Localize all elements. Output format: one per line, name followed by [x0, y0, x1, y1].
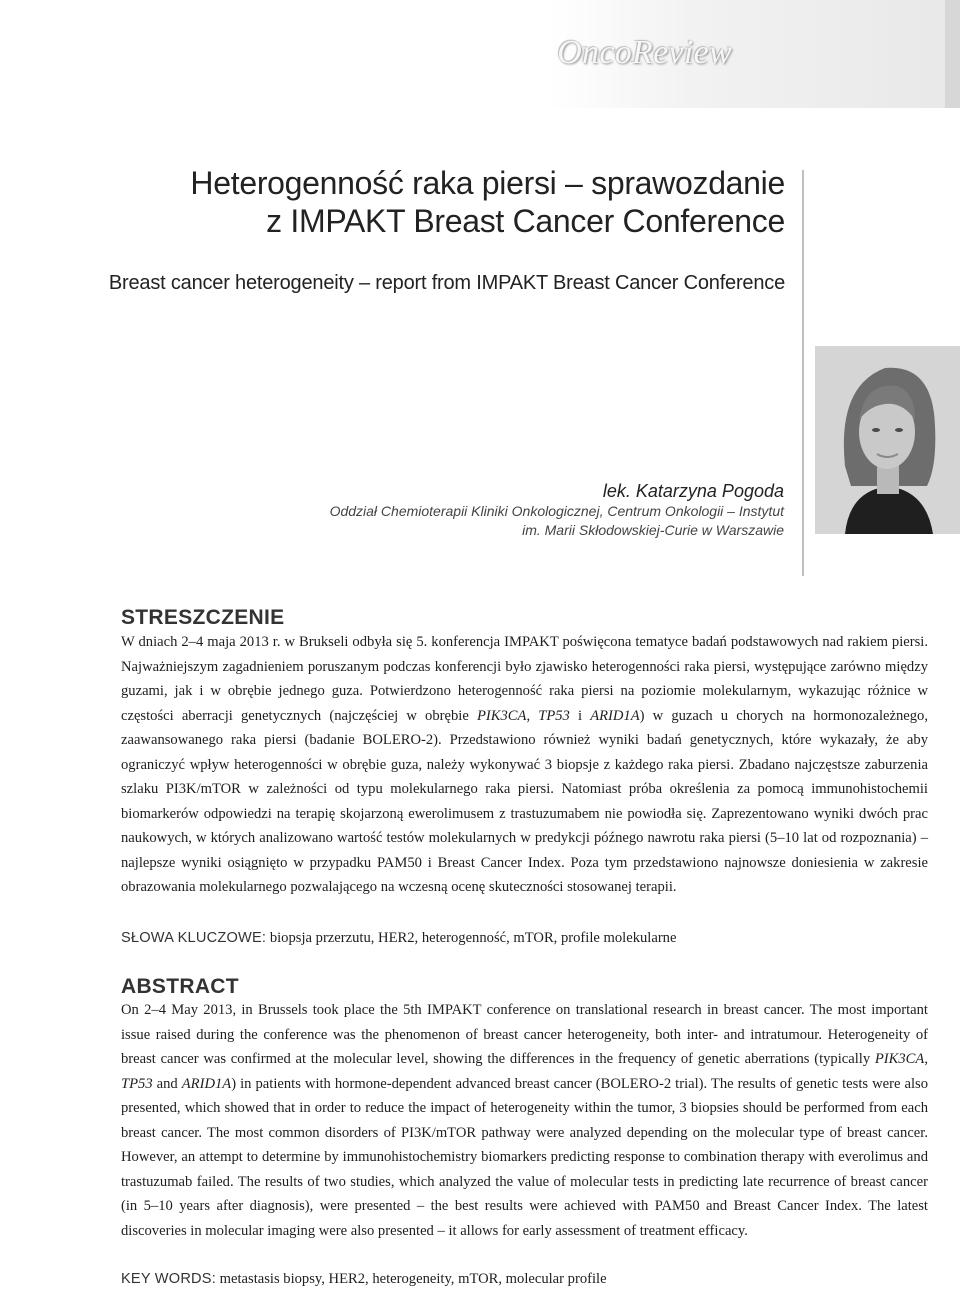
gene-pik3ca: PIK3CA	[476, 707, 527, 724]
gene-separator: ,	[924, 1051, 928, 1067]
abstract-heading: ABSTRACT	[121, 975, 239, 998]
title-line-2: z IMPAKT Breast Cancer Conference	[266, 203, 785, 239]
key-words-list: metastasis biopsy, HER2, heterogeneity, mTOR, molecular profile	[216, 1271, 607, 1287]
streszczenie-heading: STRESZCZENIE	[121, 606, 285, 629]
vertical-rule	[802, 170, 804, 576]
author-name: lek. Katarzyna Pogoda	[602, 481, 784, 501]
gene-tp53: TP53	[538, 707, 570, 724]
streszczenie-text-part-2: ) w guzach u chorych na hormonozależnego, zaawansowanego raka piersi (badanie BOLERO-2). Przedstawiono również wyniki badań genetycznych, które wykazały, że aby ograniczyć wpływ heterogenności w obrębie guza, należy wykonywać 3 biopsje z każdego raka piersi. Zbadano najczęstsze zaburzenia szlaku PI3K/mTOR w zależności od typu molekularnego raka piersi. Natomiast próba określenia za pomocą immunohistochemii biomarkerów odpowiedzi na terapię skojarzoną ewerolimusem z trastuzumabem nie powiodła się. Zaprezentowano wyniki dwóch prac naukowych, w których analizowano wartość testów molekularnych w predykcji późnego nawrotu raka piersi (5–10 lat od rozpoznania) – najlepsze wyniki osiągnięto w przypadku PAM50 i Breast Cancer Index. Poza tym przedstawiono najnowsze doniesienia w zakresie obrazowania molekularnego pozwalającego na wczesną ocenę skuteczności stosowanej terapii.	[121, 707, 928, 895]
slowa-kluczowe-list: biopsja przerzutu, HER2, heterogenność, mTOR, profile molekularne	[266, 930, 677, 946]
slowa-kluczowe	[121, 926, 928, 950]
abstract-text	[121, 998, 928, 1243]
abstract-text-part-2: ) in patients with hormone-dependent advanced breast cancer (BOLERO-2 trial). The results of genetic tests were also presented, which showed that in order to reduce the impact of heterogeneity within the tumor, 3 biopsies should be performed from each breast cancer. The most common disorders of PI3K/mTOR pathway were analyzed depending on the molecular type of breast cancer. However, an attempt to determine by immunohistochemistry biomarkers predicting response to combination therapy with everolimus and trastuzumab failed. The results of two studies, which analyzed the value of molecular tests in predicting late recurrence of breast cancer (in 5–10 years after diagnosis), were presented – the best results were achieved with PAM50 and Breast Cancer Index. The latest discoveries in molecular imaging were also presented – it allows for early assessment of treatment efficacy.	[121, 1075, 928, 1239]
gene-separator: ,	[526, 707, 539, 724]
key-words	[121, 1267, 928, 1291]
header-edge-strip	[945, 0, 960, 108]
author-affiliation-2: im. Marii Skłodowskiej-Curie w Warszawie	[522, 522, 784, 538]
gene-arid1a: ARID1A	[181, 1075, 232, 1092]
article-title	[65, 164, 785, 240]
key-words-label: KEY WORDS:	[121, 1271, 216, 1287]
streszczenie-text	[121, 630, 928, 900]
abstract-text-part-1: On 2–4 May 2013, in Brussels took place the 5th IMPAKT conference on translational research in breast cancer. The most important issue raised during the conference was the phenomenon of breast cancer heterogeneity, both inter- and intratumour. Heterogeneity of breast cancer was confirmed at the molecular level, showing the differences in the frequency of genetic aberrations (typically	[121, 1002, 928, 1067]
author-portrait-image	[815, 346, 960, 534]
author-photo	[815, 346, 960, 534]
journal-name: OncoReview	[557, 34, 732, 71]
gene-separator: i	[569, 707, 591, 724]
title-line-1: Heterogenność raka piersi – sprawozdanie	[190, 165, 785, 201]
gene-tp53: TP53	[121, 1075, 153, 1092]
article-subtitle: Breast cancer heterogeneity – report from IMPAKT Breast Cancer Conference	[108, 272, 785, 294]
author-affiliation-1: Oddział Chemioterapii Kliniki Onkologicznej, Centrum Onkologii – Instytut	[329, 503, 784, 519]
author-block	[224, 480, 784, 540]
gene-separator: and	[152, 1075, 182, 1092]
slowa-kluczowe-label: SŁOWA KLUCZOWE:	[121, 930, 267, 946]
gene-pik3ca: PIK3CA	[874, 1051, 925, 1067]
streszczenie-text-part-1: W dniach 2–4 maja 2013 r. w Brukseli odbyła się 5. konferencja IMPAKT poświęcona tematyce badań podstawowych nad rakiem piersi. Najważniejszym zagadnieniem poruszanym podczas konferencji było zjawisko heterogenności raka piersi, występujące zarówno między guzami, jak i w obrębie jednego guza. Potwierdzono heterogenność raka piersi na poziomie molekularnym, wykazując różnice w częstości aberracji genetycznych (najczęściej w obrębie	[121, 634, 928, 724]
gene-arid1a: ARID1A	[590, 707, 640, 724]
